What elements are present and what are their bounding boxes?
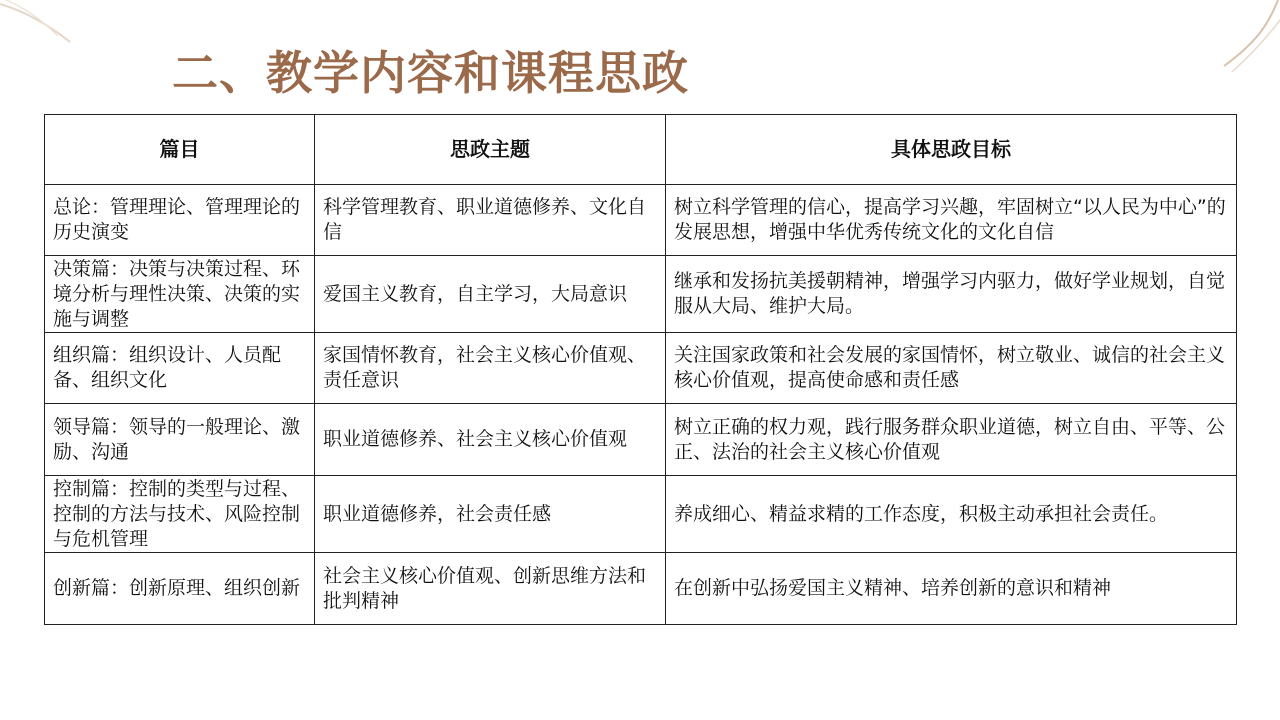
goal-cell: 树立科学管理的信心，提高学习兴趣，牢固树立“以人民为中心”的发展思想，增强中华优秀传统文化的文化自信 bbox=[666, 185, 1237, 256]
section-cell: 总论：管理理论、管理理论的历史演变 bbox=[45, 185, 315, 256]
goal-cell: 关注国家政策和社会发展的家国情怀，树立敬业、诚信的社会主义核心价值观，提高使命感和责任感 bbox=[666, 333, 1237, 404]
theme-cell: 职业道德修养，社会责任感 bbox=[315, 476, 666, 553]
column-header-goal: 具体思政目标 bbox=[666, 115, 1237, 185]
section-cell: 领导篇：领导的一般理论、激励、沟通 bbox=[45, 404, 315, 476]
theme-cell: 爱国主义教育，自主学习，大局意识 bbox=[315, 256, 666, 333]
page-title: 二、教学内容和课程思政 bbox=[172, 46, 689, 100]
section-cell: 决策篇：决策与决策过程、环境分析与理性决策、决策的实施与调整 bbox=[45, 256, 315, 333]
column-header-section: 篇目 bbox=[45, 115, 315, 185]
table-row bbox=[45, 256, 1237, 333]
corner-decoration-right bbox=[1210, 0, 1280, 80]
table-row bbox=[45, 404, 1237, 476]
course-content-table bbox=[44, 114, 1237, 625]
table-row bbox=[45, 476, 1237, 553]
goal-cell: 继承和发扬抗美援朝精神，增强学习内驱力，做好学业规划，自觉服从大局、维护大局。 bbox=[666, 256, 1237, 333]
theme-cell: 社会主义核心价值观、创新思维方法和批判精神 bbox=[315, 553, 666, 625]
goal-cell: 养成细心、精益求精的工作态度，积极主动承担社会责任。 bbox=[666, 476, 1237, 553]
section-cell: 创新篇：创新原理、组织创新 bbox=[45, 553, 315, 625]
theme-cell: 科学管理教育、职业道德修养、文化自信 bbox=[315, 185, 666, 256]
theme-cell: 家国情怀教育，社会主义核心价值观、责任意识 bbox=[315, 333, 666, 404]
theme-cell: 职业道德修养、社会主义核心价值观 bbox=[315, 404, 666, 476]
goal-cell: 树立正确的权力观，践行服务群众职业道德，树立自由、平等、公正、法治的社会主义核心价值观 bbox=[666, 404, 1237, 476]
table-row bbox=[45, 553, 1237, 625]
table-row bbox=[45, 185, 1237, 256]
column-header-theme: 思政主题 bbox=[315, 115, 666, 185]
corner-decoration-left bbox=[0, 0, 90, 50]
section-cell: 控制篇：控制的类型与过程、控制的方法与技术、风险控制与危机管理 bbox=[45, 476, 315, 553]
goal-cell: 在创新中弘扬爱国主义精神、培养创新的意识和精神 bbox=[666, 553, 1237, 625]
section-cell: 组织篇：组织设计、人员配备、组织文化 bbox=[45, 333, 315, 404]
table-row bbox=[45, 333, 1237, 404]
table-header-row bbox=[45, 115, 1237, 185]
